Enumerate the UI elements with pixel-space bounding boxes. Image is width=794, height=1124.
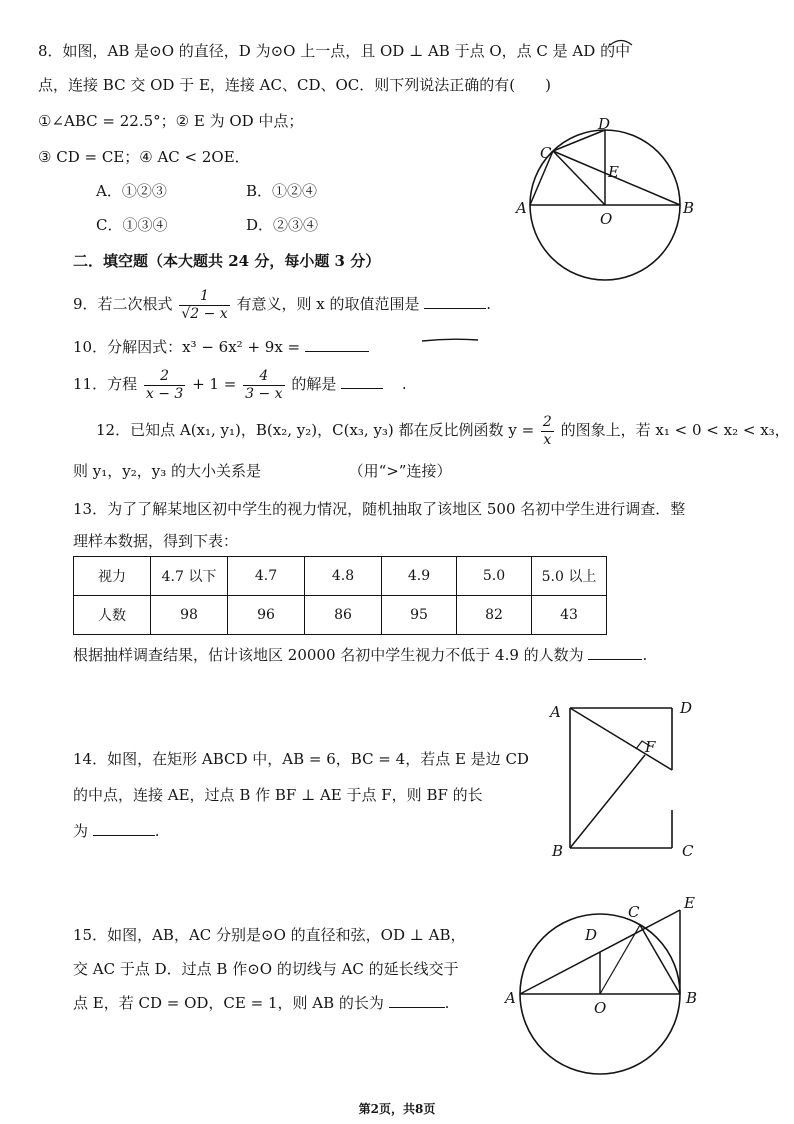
q10: [73, 336, 369, 358]
q9-pre: 9．若二次根式: [73, 295, 173, 313]
figure-q14-rectangle: [545, 695, 705, 865]
fig15-label-d: D: [585, 926, 598, 944]
vision-survey-table: [73, 556, 607, 635]
q12-line2: [73, 460, 451, 482]
q14-line1: 14．如图，在矩形 ABCD 中，AB = 6，BC = 4，若点 E 是边 CD: [73, 750, 529, 768]
section-heading-fill-blank: 二．填空题（本大题共 24 分，每小题 3 分）: [73, 252, 381, 270]
q9-fraction-den: √2 − x: [181, 305, 228, 322]
table-cell: 4.7: [228, 557, 305, 596]
fig14-label-b: B: [552, 842, 564, 860]
figure-q15-circle: [500, 885, 710, 1085]
q11-fraction-2: [243, 368, 284, 403]
q12-fraction: [541, 414, 554, 449]
q9: [73, 284, 491, 324]
q12-hint: （用“>”连接）: [348, 462, 452, 480]
arc-mark-ad: [608, 38, 634, 46]
q11-fraction-2-den: 3 − x: [245, 385, 283, 402]
q12-line1: [96, 410, 790, 450]
q14-answer-blank[interactable]: [93, 821, 155, 836]
figure-q8-circle: [515, 110, 695, 290]
q15-line1: 15．如图，AB，AC 分别是⊙O 的直径和弦，OD ⊥ AB，: [73, 926, 466, 944]
q9-fraction-num: 1: [179, 288, 229, 306]
table-row-vision: [74, 557, 607, 596]
table-cell: 视力: [74, 557, 151, 596]
fig14-label-f: F: [645, 738, 656, 756]
q8-line4: ③ CD = CE；④ AC < 2OE．: [38, 148, 250, 166]
fig14-label-a: A: [550, 703, 561, 721]
q8-line3: ①∠ABC = 22.5°；② E 为 OD 中点；: [38, 112, 304, 130]
q13-end: .: [642, 646, 648, 664]
fig15-label-o: O: [594, 999, 607, 1017]
q13-line3: [73, 644, 647, 666]
q15-end: .: [444, 994, 450, 1012]
q12-line2-text: 则 y₁，y₂，y₃ 的大小关系是: [73, 462, 261, 480]
q11-pre: 11．方程: [73, 375, 138, 393]
q10-text: 10．分解因式：x³ − 6x² + 9x =: [73, 338, 301, 356]
fig8-label-b: B: [683, 199, 695, 217]
q11-fraction-1-num: 2: [144, 368, 185, 386]
q9-answer-blank[interactable]: [424, 294, 486, 309]
q8-option-c: C．①③④: [96, 216, 168, 234]
q8-option-d: D．②③④: [246, 216, 319, 234]
q13-answer-blank[interactable]: [588, 645, 642, 660]
q15-line3-text: 点 E，若 CD = OD，CE = 1，则 AB 的长为: [73, 994, 384, 1012]
q9-fraction: [179, 288, 229, 323]
q15-answer-blank[interactable]: [389, 993, 445, 1008]
fig8-label-o: O: [600, 210, 613, 228]
table-cell: 4.9: [382, 557, 457, 596]
q14-end: .: [154, 822, 160, 840]
q13-line1: 13．为了了解某地区初中学生的视力情况，随机抽取了该地区 500 名初中学生进行调查．整: [73, 500, 686, 518]
q14-line3-text: 为: [73, 822, 89, 840]
fig14-label-c: C: [682, 842, 694, 860]
table-cell: 人数: [74, 596, 151, 635]
q14-line2: 的中点，连接 AE，过点 B 作 BF ⊥ AE 于点 F，则 BF 的长: [73, 786, 483, 804]
q11: [73, 364, 407, 404]
q12-fraction-den: x: [543, 431, 552, 448]
fig8-label-d: D: [598, 115, 611, 133]
fig8-label-e: E: [608, 163, 619, 181]
q8-line1: 8．如图，AB 是⊙O 的直径，D 为⊙O 上一点，且 OD ⊥ AB 于点 O，点 C 是 AD 的中: [38, 42, 631, 60]
q11-mid: + 1 =: [192, 375, 237, 393]
q12-answer-blank[interactable]: [266, 461, 326, 476]
q12-line1-pre: 12．已知点 A(x₁, y₁)，B(x₂, y₂)，C(x₃, y₃) 都在反比例函数 y =: [96, 421, 535, 439]
stray-pen-mark: [420, 336, 480, 344]
table-cell: 96: [228, 596, 305, 635]
page-number-footer: 第2页，共8页: [358, 1102, 436, 1116]
q15-line2: 交 AC 于点 D．过点 B 作⊙O 的切线与 AC 的延长线交于: [73, 960, 459, 978]
table-cell: 95: [382, 596, 457, 635]
table-cell: 98: [151, 596, 228, 635]
table-cell: 86: [305, 596, 382, 635]
q13-line2: 理样本数据，得到下表：: [73, 532, 239, 550]
q12-fraction-num: 2: [542, 413, 552, 430]
table-cell: 4.8: [305, 557, 382, 596]
q11-answer-blank[interactable]: [341, 374, 383, 389]
q11-post: 的解是: [291, 375, 337, 393]
q11-fraction-1: [144, 368, 185, 403]
fig8-label-a: A: [516, 199, 527, 217]
q8-option-a: A．①②③: [96, 182, 167, 200]
q9-end: .: [486, 295, 492, 313]
table-cell: 82: [457, 596, 532, 635]
q8-line2: 点，连接 BC 交 OD 于 E，连接 AC、CD、OC．则下列说法正确的有( ): [38, 76, 551, 94]
fig15-label-a: A: [505, 989, 516, 1007]
table-cell: 4.7 以下: [151, 557, 228, 596]
q11-end: .: [401, 375, 407, 393]
q13-line3-text: 根据抽样调查结果，估计该地区 20000 名初中学生视力不低于 4.9 的人数为: [73, 646, 584, 664]
fig15-label-c: C: [628, 903, 640, 921]
fig15-label-b: B: [686, 989, 698, 1007]
q8-option-b: B．①②④: [246, 182, 318, 200]
q12-line1-post: 的图象上，若 x₁ < 0 < x₂ < x₃，: [560, 421, 790, 439]
q11-fraction-2-num: 4: [243, 368, 284, 386]
fig8-label-c: C: [540, 144, 552, 162]
q15-line3: [73, 992, 449, 1014]
q10-answer-blank[interactable]: [305, 337, 369, 352]
fig15-label-e: E: [684, 894, 695, 912]
q11-fraction-1-den: x − 3: [145, 385, 184, 402]
table-cell: 5.0 以上: [532, 557, 607, 596]
table-row-count: [74, 596, 607, 635]
table-cell: 5.0: [457, 557, 532, 596]
q9-post: 有意义，则 x 的取值范围是: [236, 295, 420, 313]
q14-line3: [73, 820, 160, 842]
table-cell: 43: [532, 596, 607, 635]
fig14-label-d: D: [680, 699, 693, 717]
